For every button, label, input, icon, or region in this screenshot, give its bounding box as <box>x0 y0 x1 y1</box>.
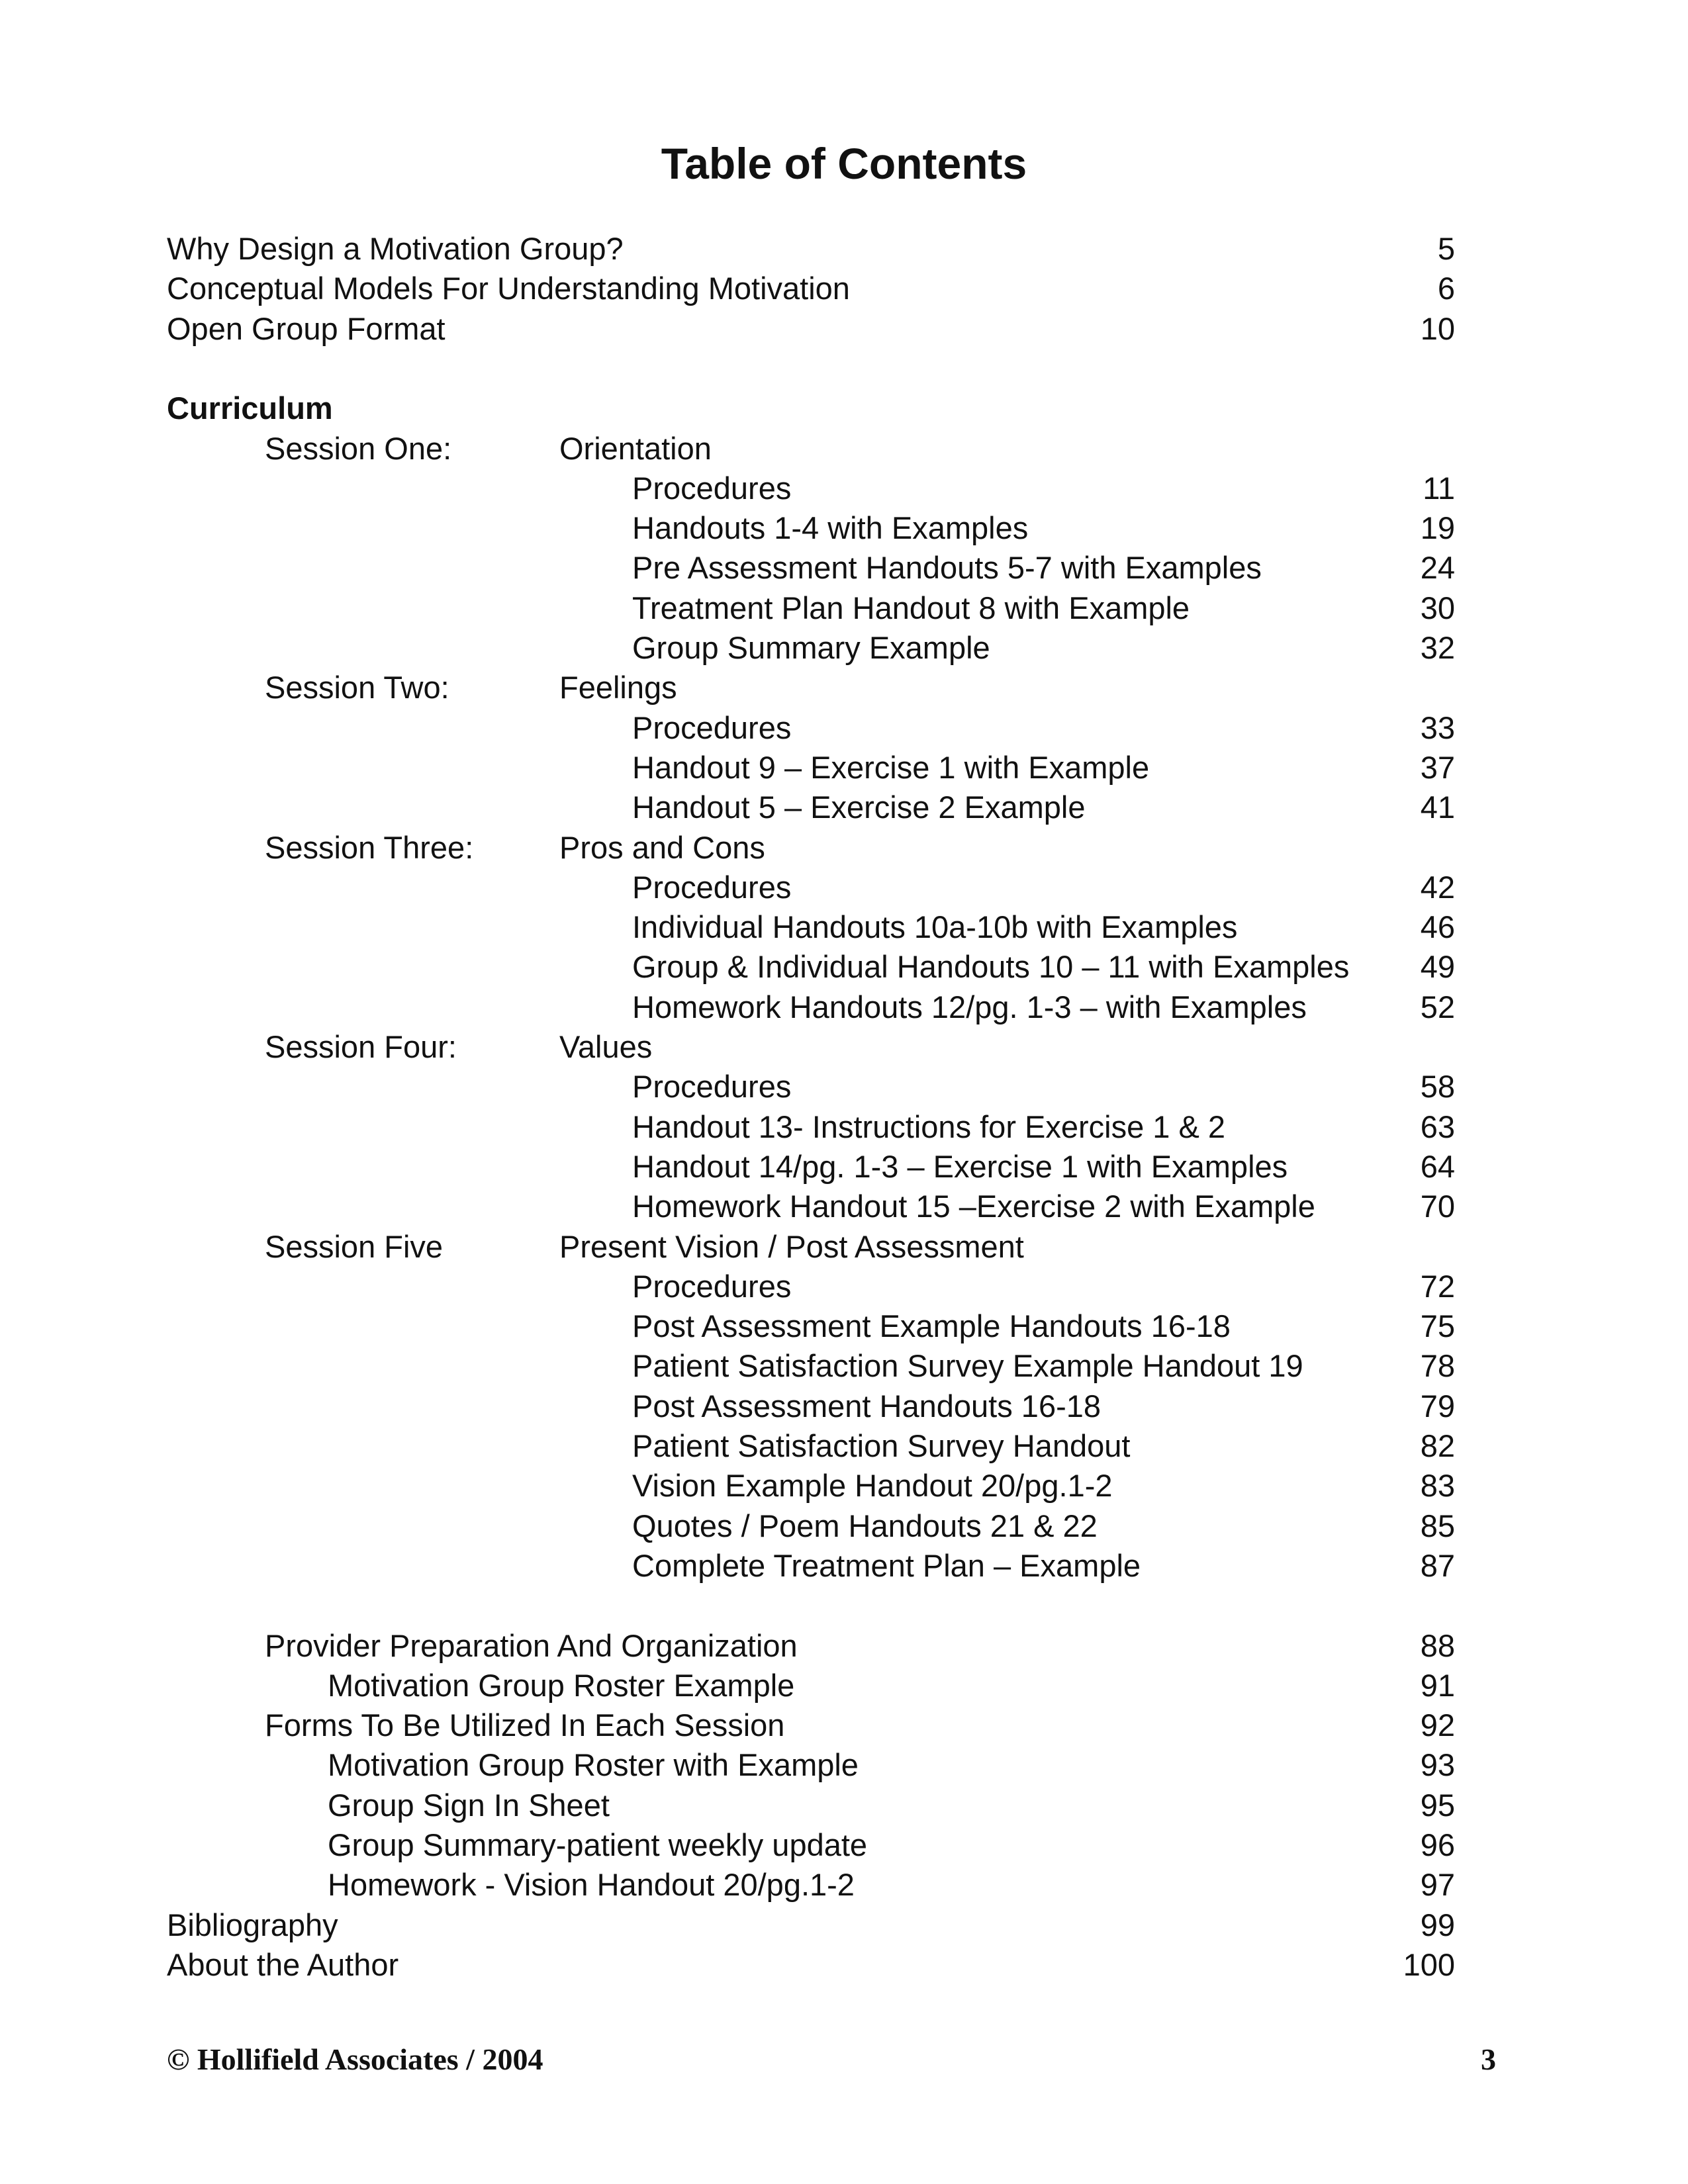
toc-page-number: 72 <box>1420 1268 1455 1304</box>
toc-page-number: 83 <box>1420 1468 1455 1504</box>
toc-entry: Procedures <box>632 869 792 905</box>
toc-entry: Handout 9 – Exercise 1 with Example <box>632 749 1150 785</box>
toc-entry: Conceptual Models For Understanding Motivation <box>167 271 850 306</box>
toc-entry: Homework Handout 15 –Exercise 2 with Example <box>632 1189 1315 1224</box>
toc-entry: Group Summary Example <box>632 630 990 665</box>
session-label: Session Five <box>265 1228 444 1264</box>
session-topic: Pros and Cons <box>559 829 765 865</box>
toc-page-number: 91 <box>1420 1667 1455 1703</box>
toc-page-number: 82 <box>1420 1428 1455 1463</box>
toc-page-number: 24 <box>1420 550 1455 586</box>
toc-entry: Individual Handouts 10a-10b with Examples <box>632 909 1238 945</box>
toc-page-number: 19 <box>1420 510 1455 546</box>
toc-page-number: 95 <box>1420 1787 1455 1823</box>
toc-page-number: 100 <box>1403 1946 1455 1982</box>
toc-entry: Patient Satisfaction Survey Example Handout 19 <box>632 1348 1303 1384</box>
toc-page-number: 75 <box>1420 1308 1455 1344</box>
toc-page-number: 78 <box>1420 1348 1455 1384</box>
toc-page-number: 79 <box>1420 1388 1455 1424</box>
toc-entry: Patient Satisfaction Survey Handout <box>632 1428 1131 1463</box>
toc-page-number: 97 <box>1420 1867 1455 1903</box>
toc-entry: Treatment Plan Handout 8 with Example <box>632 590 1190 625</box>
toc-entry: Handout 13- Instructions for Exercise 1 & 2 <box>632 1109 1226 1144</box>
toc-entry: Open Group Format <box>167 310 445 346</box>
toc-page-number: 46 <box>1420 909 1455 945</box>
toc-page-number: 96 <box>1420 1827 1455 1862</box>
toc-entry: Bibliography <box>167 1907 338 1942</box>
toc-entry: Group Summary-patient weekly update <box>328 1827 868 1862</box>
toc-page-number: 30 <box>1420 590 1455 625</box>
toc-page-number: 88 <box>1420 1627 1455 1663</box>
toc-entry: Vision Example Handout 20/pg.1-2 <box>632 1468 1113 1504</box>
footer-copyright: © Hollifield Associates / 2004 <box>167 2042 543 2076</box>
toc-entry: Procedures <box>632 1069 792 1105</box>
toc-page-number: 93 <box>1420 1747 1455 1783</box>
session-topic: Values <box>559 1029 653 1064</box>
session-label: Session Four: <box>265 1029 457 1064</box>
toc-page-number: 87 <box>1420 1547 1455 1583</box>
toc-entry: Motivation Group Roster Example <box>328 1667 795 1703</box>
toc-entry: Complete Treatment Plan – Example <box>632 1547 1141 1583</box>
toc-page-number: 58 <box>1420 1069 1455 1105</box>
toc-page-number: 85 <box>1420 1508 1455 1543</box>
toc-page-number: 52 <box>1420 989 1455 1024</box>
toc-entry: Homework Handouts 12/pg. 1-3 – with Examples <box>632 989 1307 1024</box>
session-topic: Present Vision / Post Assessment <box>559 1228 1024 1264</box>
toc-entry: Provider Preparation And Organization <box>265 1627 798 1663</box>
toc-entry: Handouts 1-4 with Examples <box>632 510 1029 546</box>
toc-entry: Handout 5 – Exercise 2 Example <box>632 790 1086 825</box>
toc-entry: Procedures <box>632 709 792 745</box>
footer-page-number: 3 <box>1481 2042 1496 2076</box>
session-label: Session One: <box>265 430 452 466</box>
toc-page-number: 42 <box>1420 869 1455 905</box>
toc-page-number: 32 <box>1420 630 1455 665</box>
toc-page-number: 92 <box>1420 1707 1455 1743</box>
toc-page-number: 99 <box>1420 1907 1455 1942</box>
toc-entry: Why Design a Motivation Group? <box>167 231 624 266</box>
toc-entry: Quotes / Poem Handouts 21 & 22 <box>632 1508 1098 1543</box>
toc-page-number: 64 <box>1420 1148 1455 1184</box>
session-topic: Feelings <box>559 670 677 705</box>
toc-entry: Post Assessment Example Handouts 16-18 <box>632 1308 1231 1344</box>
toc-entry: Procedures <box>632 1268 792 1304</box>
toc-page-number: 49 <box>1420 949 1455 985</box>
toc-entry: Motivation Group Roster with Example <box>328 1747 859 1783</box>
toc-page-number: 11 <box>1423 470 1455 506</box>
page-title: Table of Contents <box>661 139 1027 188</box>
toc-page-number: 70 <box>1420 1189 1455 1224</box>
toc-page-number: 10 <box>1420 310 1455 346</box>
toc-entry: Post Assessment Handouts 16-18 <box>632 1388 1102 1424</box>
toc-page-number: 63 <box>1420 1109 1455 1144</box>
toc-entry: Pre Assessment Handouts 5-7 with Examples <box>632 550 1262 586</box>
toc-entry: About the Author <box>167 1946 399 1982</box>
section-heading-curriculum: Curriculum <box>167 390 333 426</box>
toc-entry: Procedures <box>632 470 792 506</box>
toc-entry: Group & Individual Handouts 10 – 11 with Examples <box>632 949 1350 985</box>
toc-page-number: 33 <box>1420 709 1455 745</box>
toc-entry: Forms To Be Utilized In Each Session <box>265 1707 785 1743</box>
toc-entry: Handout 14/pg. 1-3 – Exercise 1 with Examples <box>632 1148 1288 1184</box>
toc-entry: Group Sign In Sheet <box>328 1787 610 1823</box>
toc-page-number: 5 <box>1437 231 1455 266</box>
session-topic: Orientation <box>559 430 712 466</box>
toc-page-number: 41 <box>1420 790 1455 825</box>
toc-page-number: 6 <box>1437 271 1455 306</box>
session-label: Session Three: <box>265 829 474 865</box>
toc-page-number: 37 <box>1420 749 1455 785</box>
toc-entry: Homework - Vision Handout 20/pg.1-2 <box>328 1867 855 1903</box>
session-label: Session Two: <box>265 670 449 705</box>
